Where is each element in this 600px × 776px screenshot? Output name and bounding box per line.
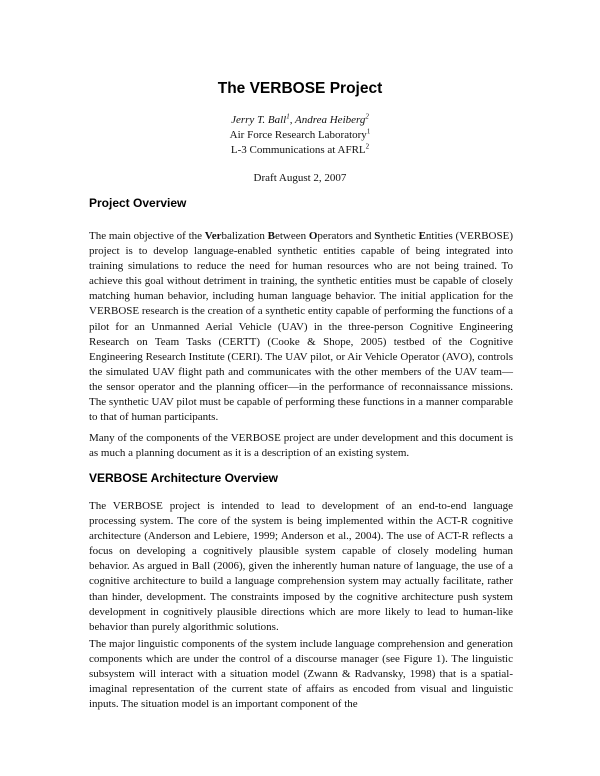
affiliation-superscript: 2 — [365, 142, 370, 151]
affiliation-line — [0, 128, 600, 143]
text-run: balization — [221, 230, 268, 242]
acronym-letter: O — [308, 230, 318, 242]
author-superscript: 2 — [365, 112, 369, 121]
text-run: ynthetic — [380, 230, 419, 242]
affiliation-name: L-3 Communications at AFRL — [230, 144, 366, 156]
section-heading: Project Overview — [89, 196, 187, 210]
body-paragraph: The major linguistic components of the system include language comprehension and generation components which are under the control of a discourse manager (see Figure 1). The linguistic subsystem will interact with a situation model (Zwann & Radvansky, 1998) that is a spatial-imaginal representation of the current state of affairs as encoded from visual and linguistic inputs. The situation model is an important component of the — [89, 638, 513, 711]
affiliation-name: Air Force Research Laboratory — [229, 129, 367, 141]
acronym-letter: S — [374, 230, 381, 242]
body-paragraph: Many of the components of the VERBOSE project are under development and this document is as much a planning document as it is a description of an existing system. — [89, 432, 513, 460]
body-paragraph: The VERBOSE project is intended to lead to development of an end-to-end language processing system. The core of the system is being implemented within the ACT-R cognitive architecture (Anderson and Lebiere, 1999; Anderson et al., 2004). The use of ACT-R reflects a focus on developing a cognitively plausible system capable of closely modeling human behavior. As argued in Ball (2006), given the inherently human nature of language, the use of a cognitive architecture to build a language comprehension system may actually facilitate, rather than hinder, development. The constraints imposed by the cognitive architecture push system development in cognitively plausible directions which are more likely to lead to human-like behavior than purely algorithmic solutions. — [89, 500, 513, 633]
author-block — [0, 113, 600, 158]
draft-date: Draft August 2, 2007 — [253, 172, 347, 184]
author-name: Andrea Heiberg — [295, 114, 366, 126]
author-line — [0, 113, 600, 128]
text-run: perators and — [317, 230, 375, 242]
affiliation-superscript: 1 — [366, 127, 371, 136]
author-superscript: 1 — [286, 112, 290, 121]
author-name: Jerry T. Ball — [231, 114, 287, 126]
paper-title: The VERBOSE Project — [217, 80, 383, 97]
body-paragraph — [89, 229, 513, 425]
acronym-letter: E — [418, 230, 426, 242]
section-heading: VERBOSE Architecture Overview — [89, 471, 278, 485]
text-run: etween — [274, 230, 309, 242]
author-separator: , — [289, 114, 296, 126]
acronym-letter: Ver — [204, 230, 222, 242]
text-run: ntities — [425, 230, 453, 242]
text-run: The main objective of the — [89, 230, 205, 242]
text-run: (VERBOSE) project is to develop language-enabled synthetic entities capable of being integrated into training simulations to reduce the need for human resources who are not being trained. To achieve this goal without detriment in training, the synthetic entities must be capable of closely matching human behavior, including human language behavior. The initial application for the VERBOSE research is the creation of a synthetic entity capable of performing the functions of a pilot for an Unmanned Aerial Vehicle (UAV) in the three-person Cognitive Engineering Research on Team Tasks (CERTT) (Cooke & Shope, 2005) testbed of the Cognitive Engineering Research Institute (CERI). The UAV pilot, or Air Vehicle Operator (AVO), controls the simulated UAV flight path and communicates with the other members of the UAV team—the sensor operator and the planning officer—in the performance of reconnaissance missions. The synthetic UAV pilot must be capable of performing these functions in a manner comparable to that of human participants. — [89, 230, 513, 424]
affiliation-line — [0, 143, 600, 158]
acronym-letter: B — [267, 230, 275, 242]
